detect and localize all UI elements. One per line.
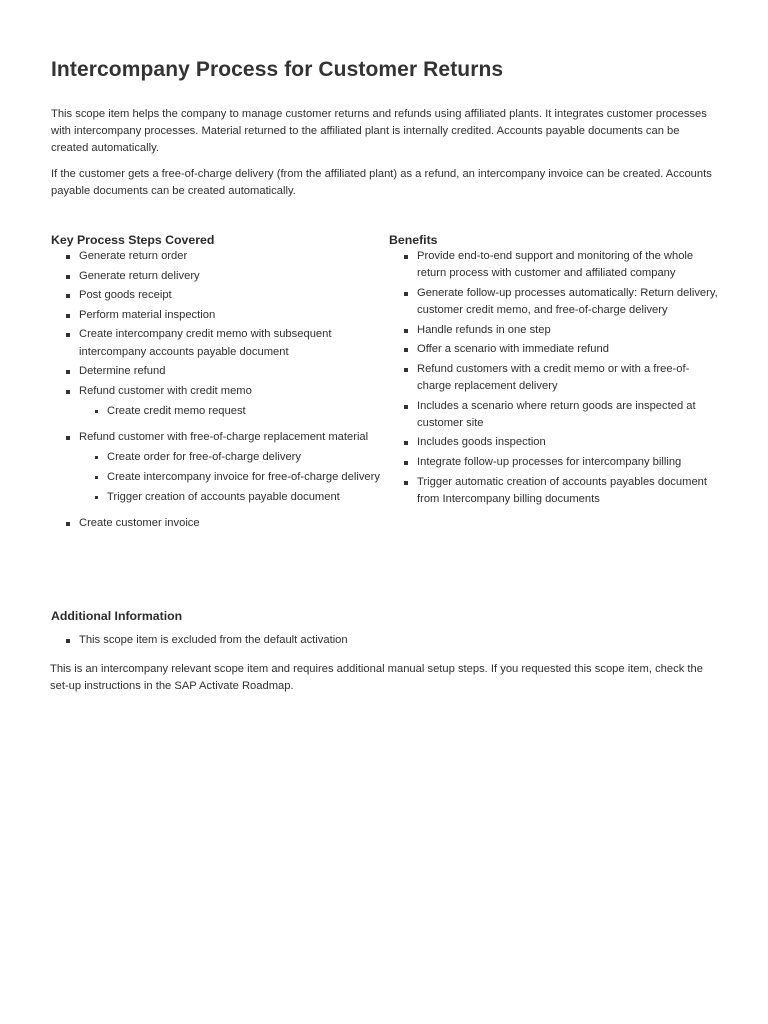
key-steps-heading: Key Process Steps Covered <box>51 233 215 247</box>
list-item-label: Perform material inspection <box>79 308 216 321</box>
square-bullet-icon <box>66 333 70 337</box>
list-item-label: Handle refunds in one step <box>417 323 551 336</box>
list-item <box>51 287 381 304</box>
square-bullet-icon <box>66 255 70 259</box>
square-bullet-icon <box>95 456 98 459</box>
sub-list-item-label: Create credit memo request <box>107 404 246 417</box>
additional-info-section <box>51 608 717 696</box>
document-page <box>50 56 718 693</box>
list-item-label: Generate return delivery <box>79 269 200 282</box>
sub-list-item <box>79 403 381 420</box>
square-bullet-icon <box>404 329 408 333</box>
benefits-column <box>389 232 719 510</box>
square-bullet-icon <box>66 294 70 298</box>
sub-list-item <box>79 449 381 466</box>
page-title: Intercompany Process for Customer Returns <box>51 58 504 81</box>
sub-list-item-label: Create order for free-of-charge delivery <box>107 451 302 464</box>
sub-list-item-label: Trigger creation of accounts payable document <box>107 490 340 503</box>
list-item <box>51 307 381 324</box>
list-item <box>389 434 719 451</box>
key-steps-column <box>51 232 381 534</box>
list-item <box>389 341 719 358</box>
square-bullet-icon <box>66 522 70 526</box>
list-item <box>51 515 381 532</box>
list-item-label: Provide end-to-end support and monitoring of the whole return process with customer and affiliated company <box>417 250 694 280</box>
square-bullet-icon <box>95 496 98 499</box>
square-bullet-icon <box>404 405 408 409</box>
intro-section <box>51 106 717 208</box>
list-item <box>389 322 719 339</box>
square-bullet-icon <box>66 370 70 374</box>
sub-list <box>79 449 381 505</box>
square-bullet-icon <box>95 476 98 479</box>
list-item <box>389 454 719 471</box>
square-bullet-icon <box>66 390 70 394</box>
list-item-label: Refund customer with free-of-charge replacement material <box>79 431 369 444</box>
benefits-heading: Benefits <box>389 233 438 247</box>
list-item <box>389 398 719 432</box>
list-item <box>51 383 381 420</box>
list-item-label: Create intercompany credit memo with subsequent intercompany accounts payable document <box>79 328 332 358</box>
square-bullet-icon <box>404 348 408 352</box>
list-item-label: Includes goods inspection <box>417 436 546 449</box>
key-steps-list <box>51 248 381 532</box>
square-bullet-icon <box>404 255 408 259</box>
square-bullet-icon <box>66 275 70 279</box>
list-item <box>51 632 717 649</box>
list-item-label: Determine refund <box>79 365 166 378</box>
list-item-label: Refund customer with credit memo <box>79 384 252 397</box>
list-item-label: Includes a scenario where return goods are inspected at customer site <box>417 399 696 429</box>
additional-info-heading: Additional Information <box>51 609 183 623</box>
intro-paragraph: This scope item helps the company to manage customer returns and refunds using affiliated plants. It integrates customer processes with intercompany processes. Material returned to the affiliated plant is internally credited. Accounts payable documents can be created automatically. <box>51 108 707 155</box>
list-item <box>389 248 719 282</box>
square-bullet-icon <box>404 292 408 296</box>
additional-info-list <box>51 632 717 649</box>
list-item <box>51 268 381 285</box>
list-item <box>389 361 719 395</box>
square-bullet-icon <box>95 410 98 413</box>
list-item <box>389 285 719 319</box>
benefits-list <box>389 248 719 508</box>
list-item-label: Integrate follow-up processes for intercompany billing <box>417 455 682 468</box>
square-bullet-icon <box>66 639 70 643</box>
square-bullet-icon <box>404 441 408 445</box>
list-item-label: Generate return order <box>79 250 188 262</box>
sub-list-item-label: Create intercompany invoice for free-of-charge delivery <box>107 470 380 483</box>
sub-list <box>79 403 381 420</box>
list-item-label: Refund customers with a credit memo or with a free-of-charge replacement delivery <box>417 362 690 392</box>
sub-list-item <box>79 469 381 486</box>
square-bullet-icon <box>66 436 70 440</box>
square-bullet-icon <box>404 461 408 465</box>
list-item-label: Post goods receipt <box>79 289 172 302</box>
list-item <box>51 326 381 360</box>
list-item <box>51 248 381 265</box>
square-bullet-icon <box>404 368 408 372</box>
square-bullet-icon <box>404 481 408 485</box>
list-item-label: This scope item is excluded from the default activation <box>79 634 348 646</box>
list-item-label: Generate follow-up processes automatically: Return delivery, customer credit memo, and free-of-charge delivery <box>417 286 718 316</box>
closing-paragraph: This is an intercompany relevant scope item and requires additional manual setup steps. If you requested this scope item, check the set-up instructions in the SAP Activate Roadmap. <box>50 663 703 693</box>
intro-paragraph: If the customer gets a free-of-charge delivery (from the affiliated plant) as a refund, an intercompany invoice can be created. Accounts payable documents can be created automatically. <box>51 167 712 197</box>
square-bullet-icon <box>66 314 70 318</box>
list-item-label: Create customer invoice <box>79 516 200 529</box>
list-item <box>51 363 381 380</box>
list-item-label: Offer a scenario with immediate refund <box>417 343 609 356</box>
list-item <box>389 474 719 508</box>
list-item <box>51 429 381 506</box>
list-item-label: Trigger automatic creation of accounts payables document from Intercompany billing documents <box>417 475 707 505</box>
sub-list-item <box>79 489 381 506</box>
